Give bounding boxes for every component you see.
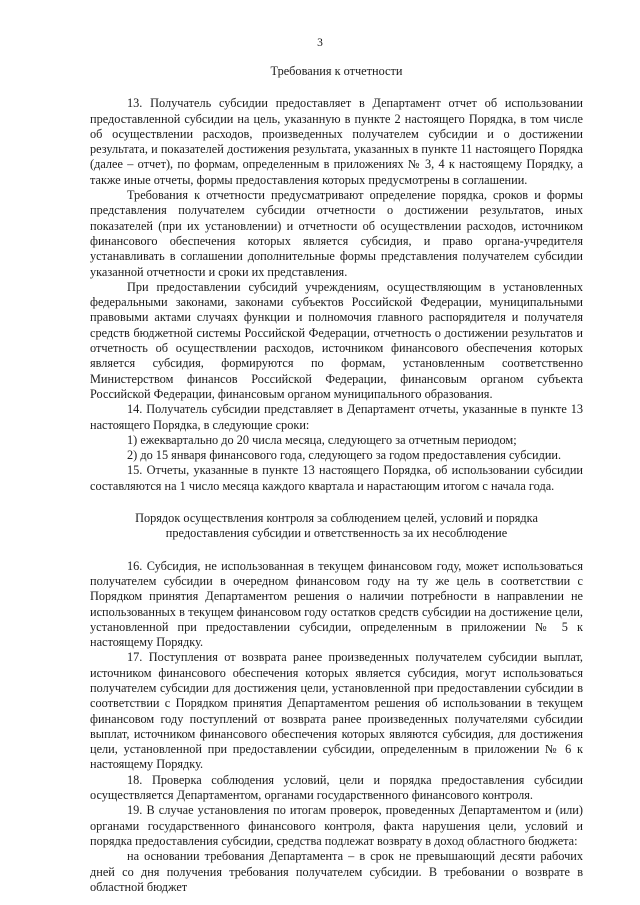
paragraph-15: 15. Отчеты, указанные в пункте 13 настоящего Порядка, об использовании субсидии составляются на 1 число месяца каждого квартала и нарастающим итогом с начала года. — [90, 463, 583, 493]
document-body — [90, 64, 583, 895]
paragraph-19-basis: на основании требования Департамента – в срок не превышающий десяти рабочих дней со дня получения требования получателем субсидии. В требовании о возврате в областной бюджет — [90, 849, 583, 894]
page-number: 3 — [317, 37, 323, 49]
paragraph-institutions: При предоставлении субсидий учреждениям, осуществляющим в установленных федеральными законами, законами субъектов Российской Федерации, муниципальными правовыми актами случаях функции и полномочия главного распорядителя и получателя средств бюджетной системы Российской Федерации, отчетность о достижении результатов и отчетность об осуществлении расходов, источником финансового обеспечения которых является субсидия, формируются по формам, установленным соответственно Министерством финансов Российской Федерации, финансовым органом субъекта Российской Федерации, финансовым органом муниципального образования. — [90, 279, 583, 401]
section-title-line: Порядок осуществления контроля за соблюдением целей, условий и порядка — [135, 511, 538, 526]
section-title-control — [90, 511, 583, 542]
paragraph-14: 14. Получатель субсидии представляет в Департамент отчеты, указанные в пункте 13 настоящего Порядка, в следующие сроки: — [90, 402, 583, 432]
paragraph-18: 18. Проверка соблюдения условий, цели и порядка предоставления субсидии осуществляется Департаментом, органами государственного финансового контроля. — [90, 772, 583, 803]
section-title-line: предоставления субсидии и ответственность за их несоблюдение — [165, 526, 508, 541]
paragraph-reporting-requirements: Требования к отчетности предусматривают определение порядка, сроков и формы представления получателем субсидии отчетности о достижении результатов, иных показателей (при их установлении) и отчетности об осуществлении расходов, источником финансового обеспечения которых является субсидия, и право органа-учредителя устанавливать в соглашении дополнительные формы представления получателем субсидии указанной отчетности и сроки их представления. — [90, 188, 583, 279]
paragraph-19: 19. В случае установления по итогам проверок, проведенных Департаментом и (или) органами государственного финансового контроля, факта нарушения цели, условий и порядка предоставления субсидии, средства подлежат возврату в доход областного бюджета: — [90, 803, 583, 848]
paragraph-17: 17. Поступления от возврата ранее произведенных получателем субсидии выплат, источником финансового обеспечения которых является субсидия, могут использоваться получателем субсидии для достижения цели, установленной при предоставлении субсидии в соответствии с Порядком принятия Департаментом решения об использовании в текущем финансовом году поступлений от возврата ранее произведенных получателями субсидии выплат, источником финансового обеспечения которых являются субсидия, для достижения цели, установленной при предоставлении субсидии, определенным в приложении № 6 к настоящему Порядку. — [90, 650, 583, 772]
paragraph-16: 16. Субсидия, не использованная в текущем финансовом году, может использоваться получателем субсидии в очередном финансовом году на ту же цель в соответствии с Порядком принятия Департаментом решения о наличии потребности в направлении не использованных в текущем финансовом году остатков средств субсидии на достижение цели, установленной при предоставлении субсидии, определенным в приложении № 5 к настоящему Порядку. — [90, 558, 583, 650]
section-title-reporting: Требования к отчетности — [270, 64, 403, 78]
paragraph-13: 13. Получатель субсидии предоставляет в Департамент отчет об использовании предоставленной субсидии на цель, указанную в пункте 2 настоящего Порядка, в том числе об осуществлении расходов, произведенных получателем субсидии и о достижении результата, и показателей достижения результата, указанных в пункте 11 настоящего Порядка (далее – отчет), по формам, определенным в приложениях № 3, 4 к настоящему Порядку, а также иные отчеты, формы предоставления которых предусмотрены в соглашении. — [90, 96, 583, 187]
deadline-item: 2) до 15 января финансового года, следующего за годом предоставления субсидии. — [127, 448, 562, 463]
deadline-item: 1) ежеквартально до 20 числа месяца, следующего за отчетным периодом; — [127, 432, 517, 447]
